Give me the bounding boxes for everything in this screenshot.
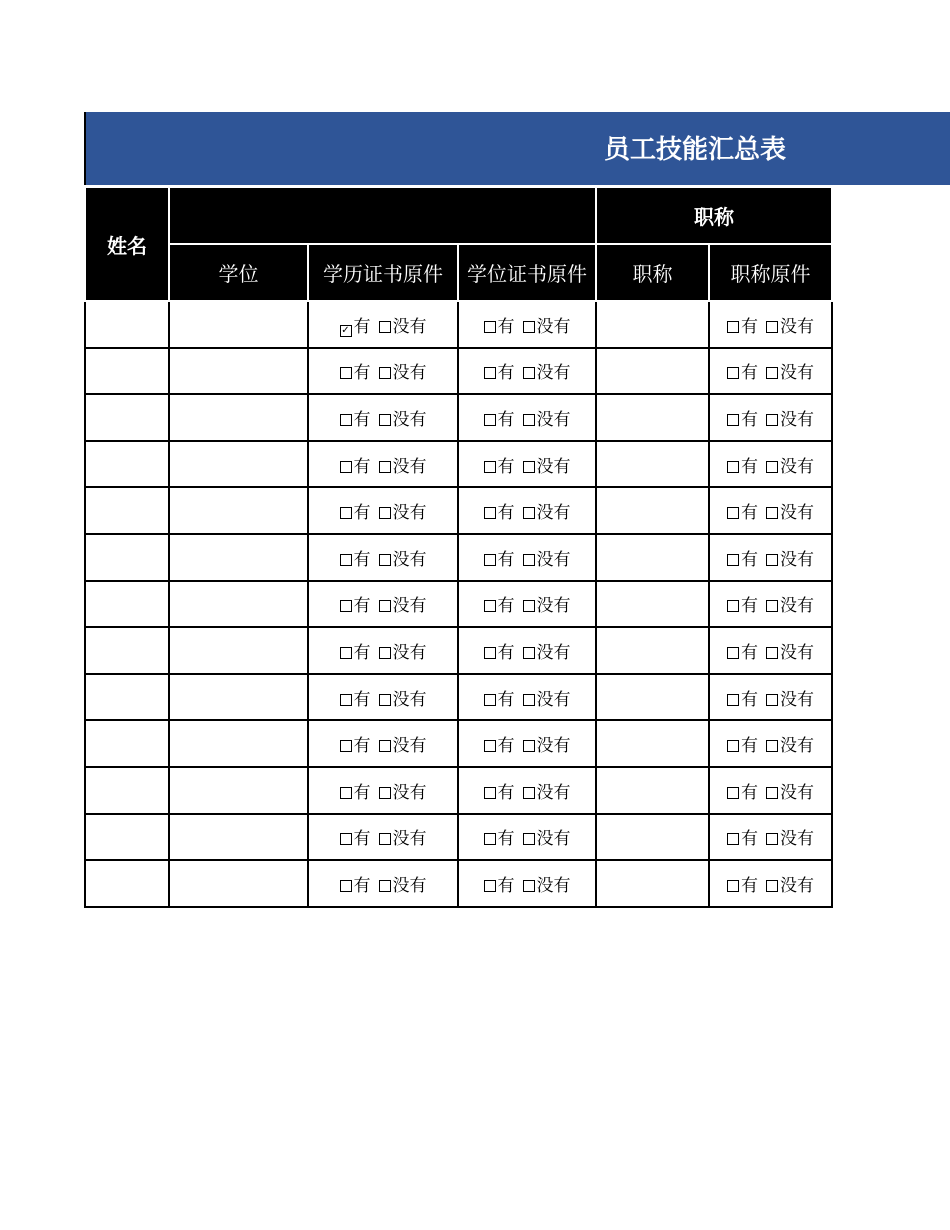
cell-title-cert: 有 没有 [709, 581, 832, 628]
cell-edu-cert: 有 没有 [308, 767, 458, 814]
cell-degree-cert: 有 没有 [458, 767, 596, 814]
checkbox-no[interactable] [523, 554, 535, 566]
header-name: 姓名 [85, 187, 169, 301]
cell-name[interactable] [85, 720, 169, 767]
cell-job-title[interactable] [596, 487, 709, 534]
cell-name[interactable] [85, 627, 169, 674]
checkbox-no[interactable] [766, 694, 778, 706]
cell-edu-cert: 有 没有 [308, 860, 458, 907]
checkbox-yes[interactable] [340, 880, 352, 892]
checkbox-yes[interactable] [484, 507, 496, 519]
cell-job-title[interactable] [596, 814, 709, 861]
cell-degree[interactable] [169, 767, 308, 814]
table-row [85, 720, 832, 767]
header-job-title: 职称 [596, 244, 709, 301]
cell-degree[interactable] [169, 534, 308, 581]
checkbox-yes[interactable] [340, 694, 352, 706]
checkbox-yes[interactable] [340, 833, 352, 845]
cell-degree-cert: 有 没有 [458, 487, 596, 534]
cell-job-title[interactable] [596, 301, 709, 348]
cell-degree-cert: 有 没有 [458, 674, 596, 721]
cell-title-cert: 有 没有 [709, 767, 832, 814]
cell-title-cert: 有 没有 [709, 441, 832, 488]
checkbox-no[interactable] [523, 367, 535, 379]
checkbox-no[interactable] [379, 787, 391, 799]
checkbox-yes[interactable] [340, 414, 352, 426]
checkbox-no[interactable] [523, 461, 535, 473]
table-row [85, 487, 832, 534]
cell-title-cert: 有 没有 [709, 348, 832, 395]
checkbox-yes[interactable] [484, 647, 496, 659]
cell-edu-cert: 有 没有 [308, 348, 458, 395]
cell-degree[interactable] [169, 441, 308, 488]
cell-degree[interactable] [169, 674, 308, 721]
header-title-group: 职称 [596, 187, 832, 244]
checkbox-no[interactable] [379, 554, 391, 566]
header-education-group [169, 187, 596, 244]
cell-title-cert: 有 没有 [709, 860, 832, 907]
checkbox-yes[interactable] [727, 461, 739, 473]
table-row [85, 814, 832, 861]
header-degree: 学位 [169, 244, 308, 301]
cell-edu-cert: 有 没有 [308, 394, 458, 441]
cell-edu-cert: ✓ 有 没有 [308, 301, 458, 348]
cell-edu-cert: 有 没有 [308, 534, 458, 581]
checkbox-yes[interactable] [727, 694, 739, 706]
checkbox-no[interactable] [766, 367, 778, 379]
checkbox-yes[interactable] [727, 740, 739, 752]
cell-name[interactable] [85, 674, 169, 721]
cell-degree[interactable] [169, 301, 308, 348]
checkbox-no[interactable] [766, 740, 778, 752]
cell-edu-cert: 有 没有 [308, 581, 458, 628]
skills-table [84, 186, 833, 908]
checkbox-yes[interactable] [484, 414, 496, 426]
checkbox-no[interactable] [523, 694, 535, 706]
checkbox-no[interactable] [523, 321, 535, 333]
table-row [85, 627, 832, 674]
checkbox-no[interactable] [379, 367, 391, 379]
checkbox-yes[interactable] [484, 694, 496, 706]
cell-name[interactable] [85, 767, 169, 814]
cell-degree-cert: 有 没有 [458, 627, 596, 674]
checkbox-no[interactable] [379, 694, 391, 706]
checkbox-yes[interactable] [340, 647, 352, 659]
checkbox-no[interactable] [766, 787, 778, 799]
table-row [85, 301, 832, 348]
cell-degree[interactable] [169, 720, 308, 767]
checkbox-yes[interactable] [727, 321, 739, 333]
cell-edu-cert: 有 没有 [308, 627, 458, 674]
checkbox-no[interactable] [379, 321, 391, 333]
checkbox-no[interactable] [379, 414, 391, 426]
cell-name[interactable] [85, 860, 169, 907]
cell-degree-cert: 有 没有 [458, 301, 596, 348]
checkbox-yes[interactable] [727, 507, 739, 519]
checkbox-yes[interactable] [484, 787, 496, 799]
table-row [85, 581, 832, 628]
checkbox-yes[interactable] [727, 647, 739, 659]
cell-name[interactable] [85, 348, 169, 395]
cell-title-cert: 有 没有 [709, 301, 832, 348]
cell-degree[interactable] [169, 394, 308, 441]
table-row [85, 394, 832, 441]
checkbox-no[interactable] [523, 880, 535, 892]
cell-degree[interactable] [169, 814, 308, 861]
cell-degree[interactable] [169, 581, 308, 628]
checkbox-no[interactable] [766, 321, 778, 333]
checkbox-no[interactable] [523, 600, 535, 612]
cell-degree-cert: 有 没有 [458, 394, 596, 441]
cell-job-title[interactable] [596, 581, 709, 628]
checkbox-yes[interactable] [340, 461, 352, 473]
cell-degree[interactable] [169, 348, 308, 395]
checkbox-yes[interactable] [484, 554, 496, 566]
checkbox-no[interactable] [523, 414, 535, 426]
checkbox-no[interactable] [379, 647, 391, 659]
checkbox-no[interactable] [766, 507, 778, 519]
cell-degree[interactable] [169, 860, 308, 907]
checkbox-yes[interactable] [484, 833, 496, 845]
checkbox-yes[interactable] [340, 787, 352, 799]
cell-job-title[interactable] [596, 860, 709, 907]
table-row [85, 860, 832, 907]
cell-job-title[interactable] [596, 674, 709, 721]
cell-job-title[interactable] [596, 441, 709, 488]
checkbox-no[interactable] [379, 740, 391, 752]
checkbox-no[interactable] [766, 414, 778, 426]
cell-name[interactable] [85, 301, 169, 348]
cell-degree-cert: 有 没有 [458, 814, 596, 861]
checkbox-no[interactable] [523, 833, 535, 845]
cell-edu-cert: 有 没有 [308, 674, 458, 721]
cell-edu-cert: 有 没有 [308, 441, 458, 488]
checkbox-yes[interactable] [727, 787, 739, 799]
checkbox-no[interactable] [523, 740, 535, 752]
table-row [85, 348, 832, 395]
checkbox-yes[interactable] [484, 740, 496, 752]
cell-job-title[interactable] [596, 348, 709, 395]
checkbox-yes[interactable] [727, 367, 739, 379]
checkbox-no[interactable] [766, 880, 778, 892]
header-edu-cert: 学历证书原件 [308, 244, 458, 301]
cell-name[interactable] [85, 534, 169, 581]
checkbox-no[interactable] [379, 600, 391, 612]
cell-degree-cert: 有 没有 [458, 720, 596, 767]
checkbox-yes[interactable] [484, 367, 496, 379]
checkbox-yes[interactable] [484, 321, 496, 333]
cell-job-title[interactable] [596, 767, 709, 814]
checkbox-yes[interactable] [340, 600, 352, 612]
cell-name[interactable] [85, 814, 169, 861]
checkbox-yes[interactable] [340, 367, 352, 379]
cell-name[interactable] [85, 487, 169, 534]
checkbox-no[interactable] [766, 833, 778, 845]
table-row [85, 674, 832, 721]
cell-title-cert: 有 没有 [709, 720, 832, 767]
checkbox-no[interactable] [523, 507, 535, 519]
header-degree-cert: 学位证书原件 [458, 244, 596, 301]
checkbox-no[interactable] [766, 600, 778, 612]
checkbox-yes[interactable]: ✓ [341, 324, 350, 336]
cell-degree[interactable] [169, 487, 308, 534]
checkbox-no[interactable] [766, 647, 778, 659]
header-title-cert: 职称原件 [709, 244, 832, 301]
checkbox-no[interactable] [523, 787, 535, 799]
checkbox-yes[interactable] [340, 554, 352, 566]
table-row [85, 767, 832, 814]
cell-degree-cert: 有 没有 [458, 441, 596, 488]
checkbox-yes[interactable] [727, 833, 739, 845]
cell-degree-cert: 有 没有 [458, 534, 596, 581]
checkbox-yes[interactable] [727, 600, 739, 612]
checkbox-no[interactable] [379, 507, 391, 519]
checkbox-no[interactable] [766, 554, 778, 566]
checkbox-no[interactable] [766, 461, 778, 473]
cell-name[interactable] [85, 581, 169, 628]
checkbox-no[interactable] [379, 880, 391, 892]
checkbox-no[interactable] [523, 647, 535, 659]
cell-job-title[interactable] [596, 534, 709, 581]
cell-edu-cert: 有 没有 [308, 487, 458, 534]
cell-edu-cert: 有 没有 [308, 814, 458, 861]
cell-job-title[interactable] [596, 720, 709, 767]
cell-title-cert: 有 没有 [709, 674, 832, 721]
cell-name[interactable] [85, 394, 169, 441]
cell-title-cert: 有 没有 [709, 487, 832, 534]
table-row [85, 441, 832, 488]
cell-title-cert: 有 没有 [709, 814, 832, 861]
checkbox-no[interactable] [379, 461, 391, 473]
cell-degree-cert: 有 没有 [458, 581, 596, 628]
checkbox-yes[interactable] [484, 880, 496, 892]
checkbox-yes[interactable] [727, 554, 739, 566]
cell-title-cert: 有 没有 [709, 534, 832, 581]
table-row [85, 534, 832, 581]
checkbox-yes[interactable] [340, 507, 352, 519]
cell-edu-cert: 有 没有 [308, 720, 458, 767]
checkbox-no[interactable] [379, 833, 391, 845]
cell-degree-cert: 有 没有 [458, 860, 596, 907]
cell-title-cert: 有 没有 [709, 627, 832, 674]
cell-job-title[interactable] [596, 627, 709, 674]
cell-title-cert: 有 没有 [709, 394, 832, 441]
checkbox-yes[interactable] [727, 414, 739, 426]
cell-degree-cert: 有 没有 [458, 348, 596, 395]
checkbox-yes[interactable] [727, 880, 739, 892]
page-title: 员工技能汇总表 [603, 135, 786, 165]
cell-name[interactable] [85, 441, 169, 488]
cell-degree[interactable] [169, 627, 308, 674]
checkbox-yes[interactable] [484, 461, 496, 473]
checkbox-yes[interactable] [484, 600, 496, 612]
cell-job-title[interactable] [596, 394, 709, 441]
checkbox-yes[interactable] [340, 740, 352, 752]
